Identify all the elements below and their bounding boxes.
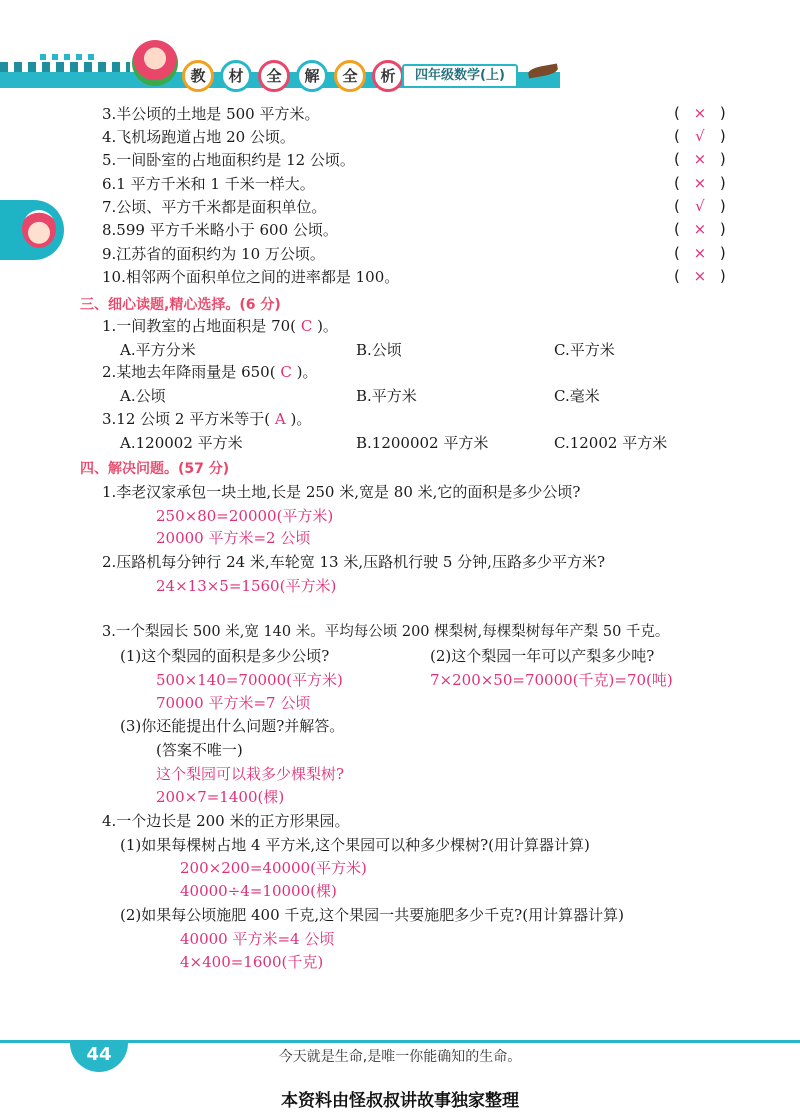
answer: 这个梨园可以栽多少棵梨树?	[156, 765, 345, 783]
judge-item: 7.公顷、平方千米都是面积单位。	[102, 198, 327, 216]
judge-mark: ( × )	[674, 104, 726, 122]
answer: 4×400=1600(千克)	[180, 953, 324, 971]
sub-question: (1)如果每棵树占地 4 平方米,这个果园可以种多少棵树?(用计算器计算)	[120, 836, 590, 854]
answer: 200×7=1400(棵)	[156, 788, 285, 806]
answer: 70000 平方米=7 公顷	[156, 694, 311, 712]
judge-mark: ( × )	[674, 220, 726, 238]
answer: 500×140=70000(平方米)	[156, 671, 343, 689]
answer: 40000 平方米=4 公顷	[180, 930, 335, 948]
judge-item: 3.半公顷的土地是 500 平方米。	[102, 105, 320, 123]
section-title: 三、细心读题,精心选择。(6 分)	[80, 297, 281, 313]
option: A.公顷	[120, 387, 166, 405]
sub-question: (1)这个梨园的面积是多少公顷?	[120, 647, 330, 665]
header-decoration	[40, 54, 100, 60]
option: C.平方米	[554, 341, 615, 359]
grade-label: 四年级数学(上)	[402, 64, 518, 88]
judge-mark: ( √ )	[674, 127, 726, 145]
page-number: 44	[70, 1040, 128, 1072]
book-title	[182, 60, 404, 92]
answer: 250×80=20000(平方米)	[156, 507, 334, 525]
title-char: 析	[372, 60, 404, 92]
note: (答案不唯一)	[156, 741, 243, 759]
title-char: 全	[334, 60, 366, 92]
option: C.12002 平方米	[554, 434, 668, 452]
judge-mark: ( √ )	[674, 197, 726, 215]
judge-item: 6.1 平方千米和 1 千米一样大。	[102, 175, 315, 193]
title-char: 材	[220, 60, 252, 92]
sub-question: (3)你还能提出什么问题?并解答。	[120, 717, 345, 735]
sub-question: (2)如果每公顷施肥 400 千克,这个果园一共要施肥多少千克?(用计算器计算)	[120, 906, 624, 924]
judge-item: 9.江苏省的面积约为 10 万公顷。	[102, 245, 325, 263]
option: A.120002 平方米	[120, 434, 243, 452]
question: 1.李老汉家承包一块土地,长是 250 米,宽是 80 米,它的面积是多少公顷?	[102, 483, 581, 501]
question: 1.一间教室的占地面积是 70( C )。	[102, 317, 338, 335]
option: B.1200002 平方米	[356, 434, 489, 452]
judge-mark: ( × )	[674, 150, 726, 168]
option: C.毫米	[554, 387, 600, 405]
answer: 24×13×5=1560(平方米)	[156, 577, 337, 595]
sub-question: (2)这个梨园一年可以产梨多少吨?	[430, 647, 655, 665]
mascot-icon	[132, 40, 178, 86]
judge-item: 5.一间卧室的占地面积约是 12 公顷。	[102, 151, 355, 169]
question: 2.压路机每分钟行 24 米,车轮宽 13 米,压路机行驶 5 分钟,压路多少平方米?	[102, 553, 605, 571]
answer: 20000 平方米=2 公顷	[156, 529, 311, 547]
judge-item: 10.相邻两个面积单位之间的进率都是 100。	[102, 268, 400, 286]
judge-mark: ( × )	[674, 267, 726, 285]
title-char: 解	[296, 60, 328, 92]
answer: 7×200×50=70000(千克)=70(吨)	[430, 671, 673, 689]
answer: 200×200=40000(平方米)	[180, 859, 367, 877]
question: 3.一个梨园长 500 米,宽 140 米。平均每公顷 200 棵梨树,每棵梨树每年产梨 50 千克。	[102, 624, 670, 640]
mascot-face-icon	[22, 210, 56, 248]
footer-motto: 今天就是生命,是唯一你能确知的生命。	[278, 1049, 522, 1065]
option: A.平方分米	[120, 341, 196, 359]
judge-item: 8.599 平方千米略小于 600 公顷。	[102, 221, 338, 239]
question: 3.12 公顷 2 平方米等于( A )。	[102, 410, 312, 428]
judge-mark: ( × )	[674, 174, 726, 192]
option: B.平方米	[356, 387, 417, 405]
question: 4.一个边长是 200 米的正方形果园。	[102, 812, 350, 830]
section-title: 四、解决问题。(57 分)	[80, 461, 230, 477]
option: B.公顷	[356, 341, 402, 359]
judge-item: 4.飞机场跑道占地 20 公顷。	[102, 128, 295, 146]
answer: 40000÷4=10000(棵)	[180, 882, 337, 900]
footer-credit: 本资料由怪叔叔讲故事独家整理	[281, 1091, 519, 1111]
judge-mark: ( × )	[674, 244, 726, 262]
title-char: 教	[182, 60, 214, 92]
question: 2.某地去年降雨量是 650( C )。	[102, 363, 318, 381]
title-char: 全	[258, 60, 290, 92]
